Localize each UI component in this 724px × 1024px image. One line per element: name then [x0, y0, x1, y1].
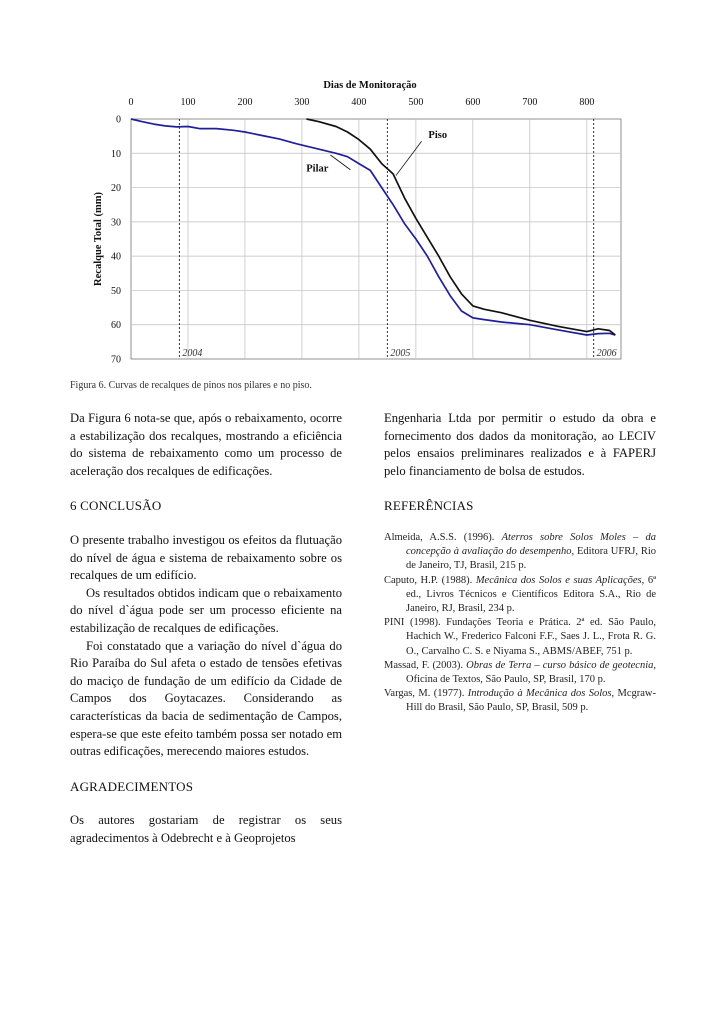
year-marker-label: 2005: [390, 348, 411, 359]
year-marker-label: 2006: [596, 348, 617, 359]
y-tick-label: 60: [111, 320, 121, 332]
y-tick-label: 10: [111, 148, 121, 160]
body-paragraph: Engenharia Ltda por permitir o estudo da obra e fornecimento dos dados da monitoração, ao LECIV pelos ensaios preliminares realizados e à FAPERJ pelo financiamento de bolsa de estudos.: [384, 411, 656, 478]
figure-caption: Figura 6. Curvas de recalques de pinos nos pilares e no piso.: [70, 380, 312, 391]
y-axis-title: Recalque Total (mm): [93, 192, 104, 286]
settlement-chart: [70, 74, 640, 374]
x-axis-title: Dias de Monitoração: [323, 80, 417, 91]
x-tick-label: 200: [237, 97, 253, 108]
reference-item: Caputo, H.P. (1988). Mecânica dos Solos e suas Aplicações, 6ª ed., Livros Técnicos e Científicos Editora S.A., Rio de Janeiro, RJ, Brasil, 234 p.: [384, 574, 656, 614]
y-tick-label: 50: [111, 285, 121, 297]
reference-item: Massad, F. (2003). Obras de Terra – curso básico de geotecnia, Oficina de Textos, São Paulo, SP, Brasil, 170 p.: [384, 659, 656, 685]
section-heading-conclusao: 6 CONCLUSÃO: [70, 498, 162, 514]
x-tick-label: 800: [579, 97, 595, 108]
section-heading-agradecimentos: AGRADECIMENTOS: [70, 778, 194, 794]
x-tick-label: 600: [465, 97, 481, 108]
y-tick-label: 20: [111, 183, 121, 195]
right-column: [384, 410, 656, 716]
year-marker-label: 2004: [182, 348, 203, 359]
x-tick-label: 400: [351, 97, 367, 108]
body-paragraph: Os autores gostariam de registrar os seus agradecimentos à Odebrecht e à Geoprojetos: [70, 813, 342, 845]
body-paragraph: Foi constatado que a variação do nível d`água do Rio Paraíba do Sul afeta o estado de tensões efetivas do maciço de fundação de um edifício da Cidade de Campos dos Goytacazes. Considerando as características da bacia de sedimentação de Campos, espera-se que este efeito também possa ser notado em outras edificações, merecendo maiores estudos.: [70, 638, 342, 759]
x-tick-label: 0: [128, 97, 134, 108]
plot-area: [131, 119, 621, 359]
x-tick-label: 300: [294, 97, 310, 108]
x-tick-label: 500: [408, 97, 424, 108]
section-heading-referencias: REFERÊNCIAS: [384, 498, 474, 514]
x-tick-label: 700: [522, 97, 538, 108]
x-tick-label: 100: [180, 97, 196, 108]
y-tick-label: 0: [116, 114, 121, 126]
series-label-pilar: Pilar: [306, 163, 329, 175]
y-tick-label: 40: [111, 251, 121, 263]
body-paragraph: Da Figura 6 nota-se que, após o rebaixamento, ocorre a estabilização dos recalques, mostrando a eficiência do sistema de rebaixamento como um processo de aceleração dos recalques de edificações.: [70, 411, 342, 478]
reference-item: Almeida, A.S.S. (1996). Aterros sobre Solos Moles – da concepção à avaliação do desempenho, Editora UFRJ, Rio de Janeiro, TJ, Brasil, 215 p.: [384, 531, 656, 572]
body-paragraph: O presente trabalho investigou os efeitos da flutuação do nível de água e sistema de rebaixamento sobre os recalques de um edifício.: [70, 532, 342, 583]
body-paragraph: Os resultados obtidos indicam que o rebaixamento do nível d`água pode ser um processo eficiente na estabilização de recalques de edificações.: [70, 585, 342, 635]
y-tick-label: 30: [111, 217, 121, 229]
series-label-piso: Piso: [428, 129, 448, 141]
left-column: [70, 410, 342, 847]
reference-item: PINI (1998). Fundações Teoria e Prática. 2ª ed. São Paulo, Hachich W., Frederico Falconi F.F., Saes J. L., Frota R. G. O., Carvalho C. S. e Niyama S., ABMS/ABEF, 751 p.: [384, 617, 656, 657]
reference-list: [384, 531, 656, 716]
y-tick-label: 70: [111, 354, 121, 366]
reference-item: Vargas, M. (1977). Introdução à Mecânica dos Solos, Mcgraw-Hill do Brasil, São Paulo, SP, Brasil, 509 p.: [384, 688, 657, 714]
